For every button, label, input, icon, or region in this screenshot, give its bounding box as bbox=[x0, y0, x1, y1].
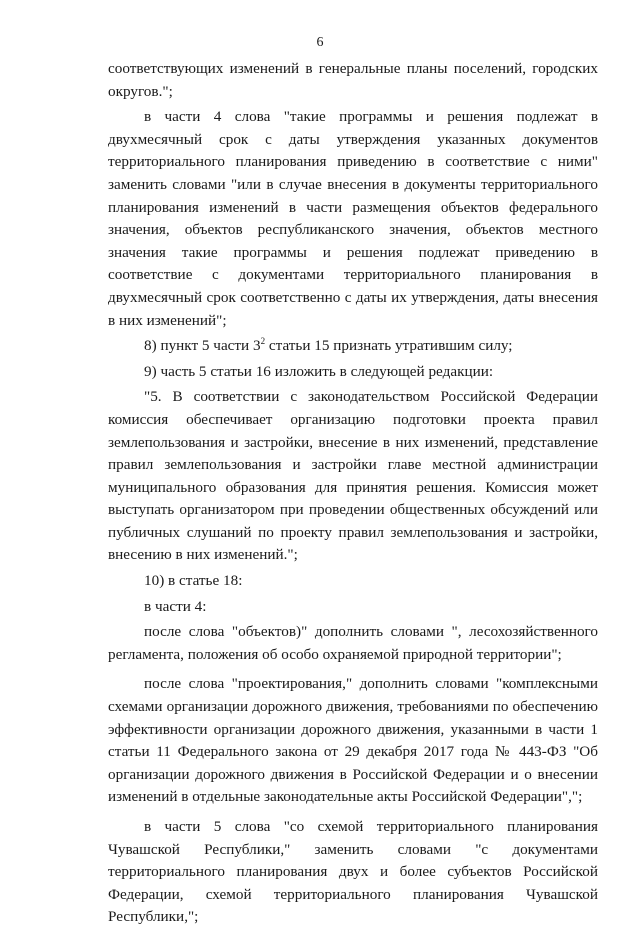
paragraph-after-design: после слова "проектирования," дополнить словами "комплексными схемами организации дорожного движения, требованиями по обеспечению эффективности организации дорожного движения, указанными в части 1 статьи 11 Федерального закона от 29 декабря 2017 года № 443-ФЗ "Об организации дорожного движения в Российской Федерации и о внесении изменений в отдельные законодательные акты Российской Федерации","; bbox=[108, 675, 598, 806]
document-body bbox=[108, 58, 598, 929]
paragraph-new-part-5: "5. В соответствии с законодательством Российской Федерации комиссия обеспечивает организацию подготовки проекта правил землепользования и застройки, внесение в них изменений, представление правил землепользования и застройки главе местной администрации муниципального образования для принятия решения. Комиссия может выступать организатором при проведении общественных обсуждений или публичных слушаний по проекту правил землепользования и застройки, внесению в них изменений."; bbox=[108, 388, 598, 564]
paragraph-continuation: соответствующих изменений в генеральные планы поселений, городских округов."; bbox=[108, 60, 598, 100]
item-8-superscript: 2 bbox=[260, 336, 266, 347]
paragraph-part-4-heading: в части 4: bbox=[144, 597, 207, 615]
paragraph-item-10: 10) в статье 18: bbox=[144, 572, 243, 590]
paragraph-item-9: 9) часть 5 статьи 16 изложить в следующей редакции: bbox=[144, 362, 494, 380]
paragraph-part-4-amendment: в части 4 слова "такие программы и решения подлежат в двухмесячный срок с даты утверждения указанных документов территориального планирования приведению в соответствие с ними" заменить словами "или в случае внесения в документы территориального планирования изменений в части размещения объектов федерального значения, объектов республиканского значения, объектов местного значения такие программы и решения подлежат приведению в соответствие с документами территориального планирования в двухмесячный срок соответственно с даты их утверждения, даты внесения в них изменений"; bbox=[108, 108, 598, 329]
paragraph-item-8 bbox=[108, 335, 598, 358]
paragraph-part-5-amendment: в части 5 слова "со схемой территориального планирования Чувашской Республики," заменить словами "с документами территориального планирования двух и более субъектов Российской Федерации, схемой территориального планирования Чувашской Республики,"; bbox=[108, 818, 598, 926]
page-number: 6 bbox=[316, 35, 324, 50]
paragraph-after-objects: после слова "объектов)" дополнить словами ", лесохозяйственного регламента, положения об особо охраняемой природной территории"; bbox=[108, 623, 598, 663]
item-8-text: 8) пункт 5 части 3 bbox=[144, 337, 261, 355]
item-8-text-rest: статьи 15 признать утратившим силу; bbox=[265, 337, 513, 355]
